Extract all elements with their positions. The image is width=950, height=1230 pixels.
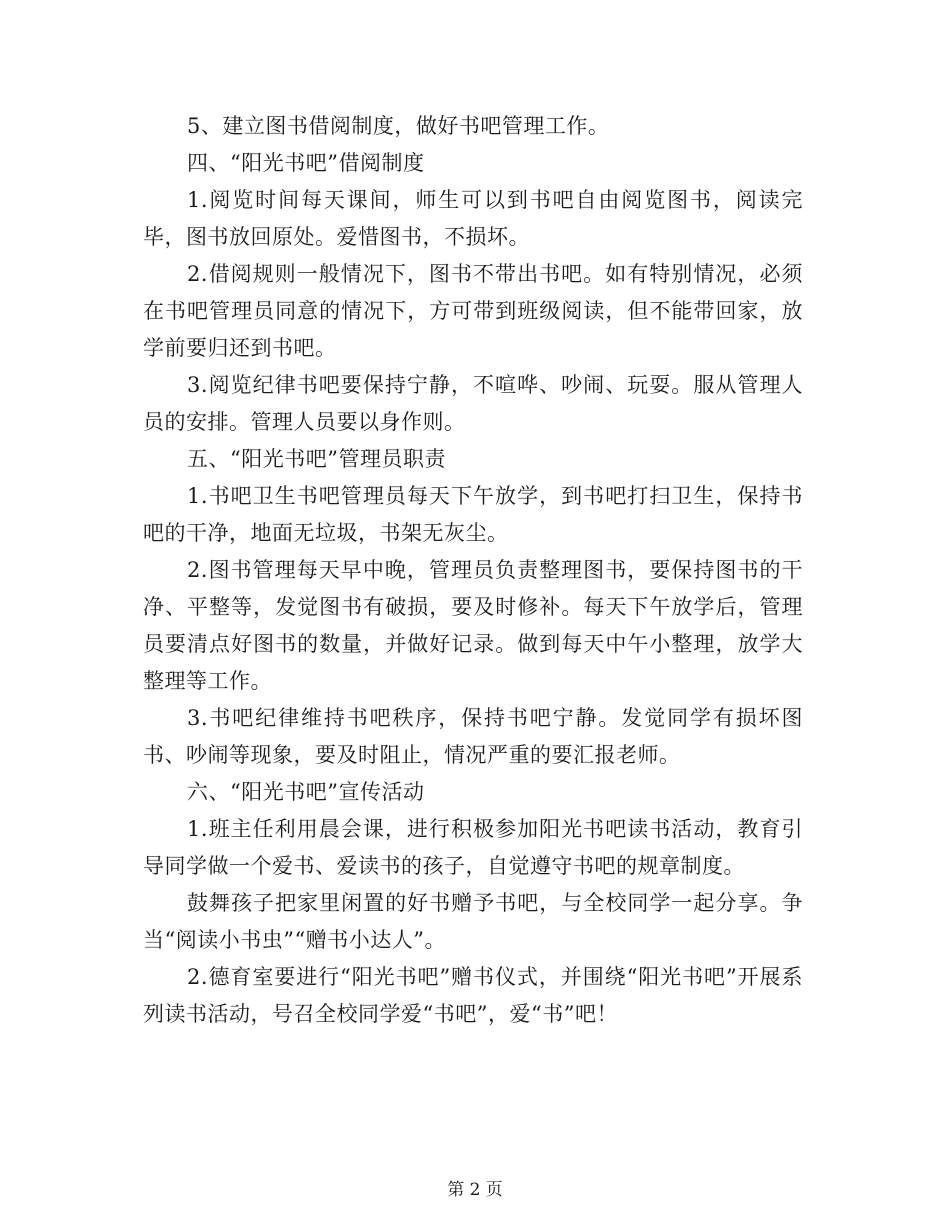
paragraph-book-management: 2.图书管理每天早中晚，管理员负责整理图书，要保持图书的干净、平整等，发觉图书有破损，要及时修补。每天下午放学后，管理员要清点好图书的数量，并做好记录。做到每天中午小整理，放学大整理等工作。 bbox=[143, 558, 803, 693]
paragraph-borrowing-rules: 2.借阅规则一般情况下，图书不带出书吧。如有特别情况，必须在书吧管理员同意的情况下，方可带到班级阅读，但不能带回家，放学前要归还到书吧。 bbox=[143, 262, 803, 360]
page-number: 第 2 页 bbox=[447, 1180, 503, 1200]
section-heading-5: 五、“阳光书吧”管理员职责 bbox=[187, 447, 446, 471]
paragraph-reading-time: 1.阅览时间每天课间，师生可以到书吧自由阅览图书，阅读完毕，图书放回原处。爱惜图书，不损坏。 bbox=[143, 188, 803, 249]
paragraph-item-5: 5、建立图书借阅制度，做好书吧管理工作。 bbox=[187, 114, 610, 138]
paragraph-morning-meeting: 1.班主任利用晨会课，进行积极参加阳光书吧读书活动，教育引导同学做一个爱书、爱读书的孩子，自觉遵守书吧的规章制度。 bbox=[143, 817, 803, 878]
paragraph-hygiene: 1.书吧卫生书吧管理员每天下午放学，到书吧打扫卫生，保持书吧的干净，地面无垃圾，书架无灰尘。 bbox=[143, 484, 803, 545]
section-heading-4: 四、“阳光书吧”借阅制度 bbox=[187, 151, 425, 175]
document-body bbox=[143, 108, 803, 1033]
paragraph-discipline: 3.书吧纪律维持书吧秩序，保持书吧宁静。发觉同学有损坏图书、吵闹等现象，要及时阻止，情况严重的要汇报老师。 bbox=[143, 706, 803, 767]
paragraph-donation-ceremony: 2.德育室要进行“阳光书吧”赠书仪式，并围绕“阳光书吧”开展系列读书活动，号召全校同学爱“书吧”，爱“书”吧！ bbox=[143, 965, 803, 1026]
paragraph-book-donation: 鼓舞孩子把家里闲置的好书赠予书吧，与全校同学一起分享。争当“阅读小书虫”“赠书小达人”。 bbox=[143, 891, 803, 952]
paragraph-reading-discipline: 3.阅览纪律书吧要保持宁静，不喧哗、吵闹、玩耍。服从管理人员的安排。管理人员要以身作则。 bbox=[143, 373, 803, 434]
section-heading-6: 六、“阳光书吧”宣传活动 bbox=[187, 780, 425, 804]
